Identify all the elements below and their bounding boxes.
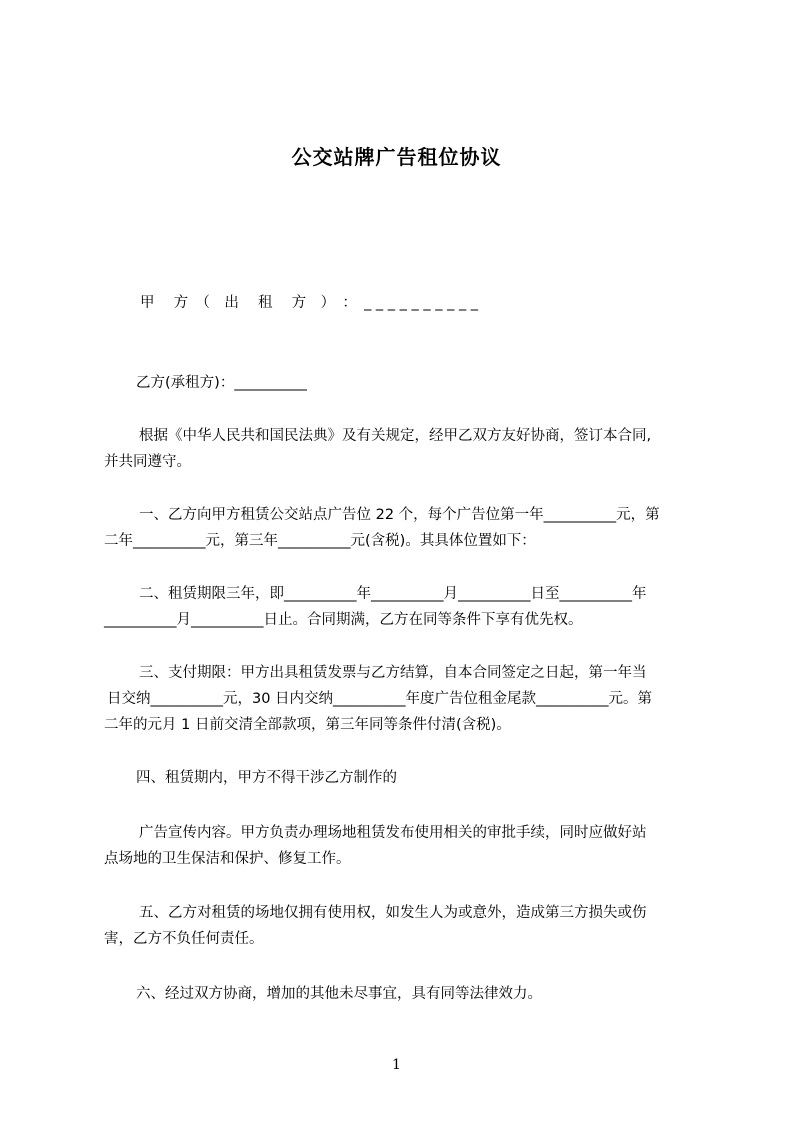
clause-3-line-1: 三、支付期限：甲方出具租赁发票与乙方结算，自本合同签定之日起，第一年当 <box>139 665 647 681</box>
page-number: 1 <box>392 1057 401 1073</box>
clause-4-line: 四、租赁期内，甲方不得干涉乙方制作的 <box>136 770 397 786</box>
clause-5-line-2: 害，乙方不负任何责任。 <box>104 931 264 947</box>
clause-1-line-1: 一、乙方向甲方租赁公交站点广告位 22 个，每个广告位第一年__________元，第 <box>139 507 660 523</box>
clause-3-line-2: 日交纳__________元，30 日内交纳__________年度广告位租金尾款__________元。第 <box>107 691 653 707</box>
preamble-line-2: 并共同遵守。 <box>104 454 191 470</box>
clause-2-line-1: 二、租赁期限三年，即__________年__________月__________日至__________年 <box>139 586 647 602</box>
clause-1-line-2: 二年__________元，第三年__________元(含税)。其具体位置如下： <box>104 533 536 549</box>
party-a-line: 甲 方 （ 出 租 方 ） ： _ _ _ _ _ _ _ _ _ _ <box>140 295 479 311</box>
clause-6-line: 六、经过双方协商，增加的其他未尽事宜，具有同等法律效力。 <box>136 986 542 1002</box>
clause-2-line-2: __________月__________日止。合同期满，乙方在同等条件下享有优先权。 <box>104 612 583 628</box>
clause-4-cont-line-1: 广告宣传内容。甲方负责办理场地租赁发布使用相关的审批手续，同时应做好站 <box>139 825 647 841</box>
clause-5-line-1: 五、乙方对租赁的场地仅拥有使用权，如发生人为或意外，造成第三方损失或伤 <box>139 905 647 921</box>
clause-3-line-3: 二年的元月 1 日前交清全部款项，第三年同等条件付清(含税)。 <box>104 717 511 733</box>
party-b-line: 乙方(承租方)：__________ <box>136 375 307 391</box>
preamble-line-1: 根据《中华人民共和国民法典》及有关规定，经甲乙双方友好协商，签订本合同, <box>139 428 652 444</box>
clause-4-cont-line-2: 点场地的卫生保洁和保护、修复工作。 <box>104 851 351 867</box>
document-title: 公交站牌广告租位协议 <box>291 145 502 169</box>
